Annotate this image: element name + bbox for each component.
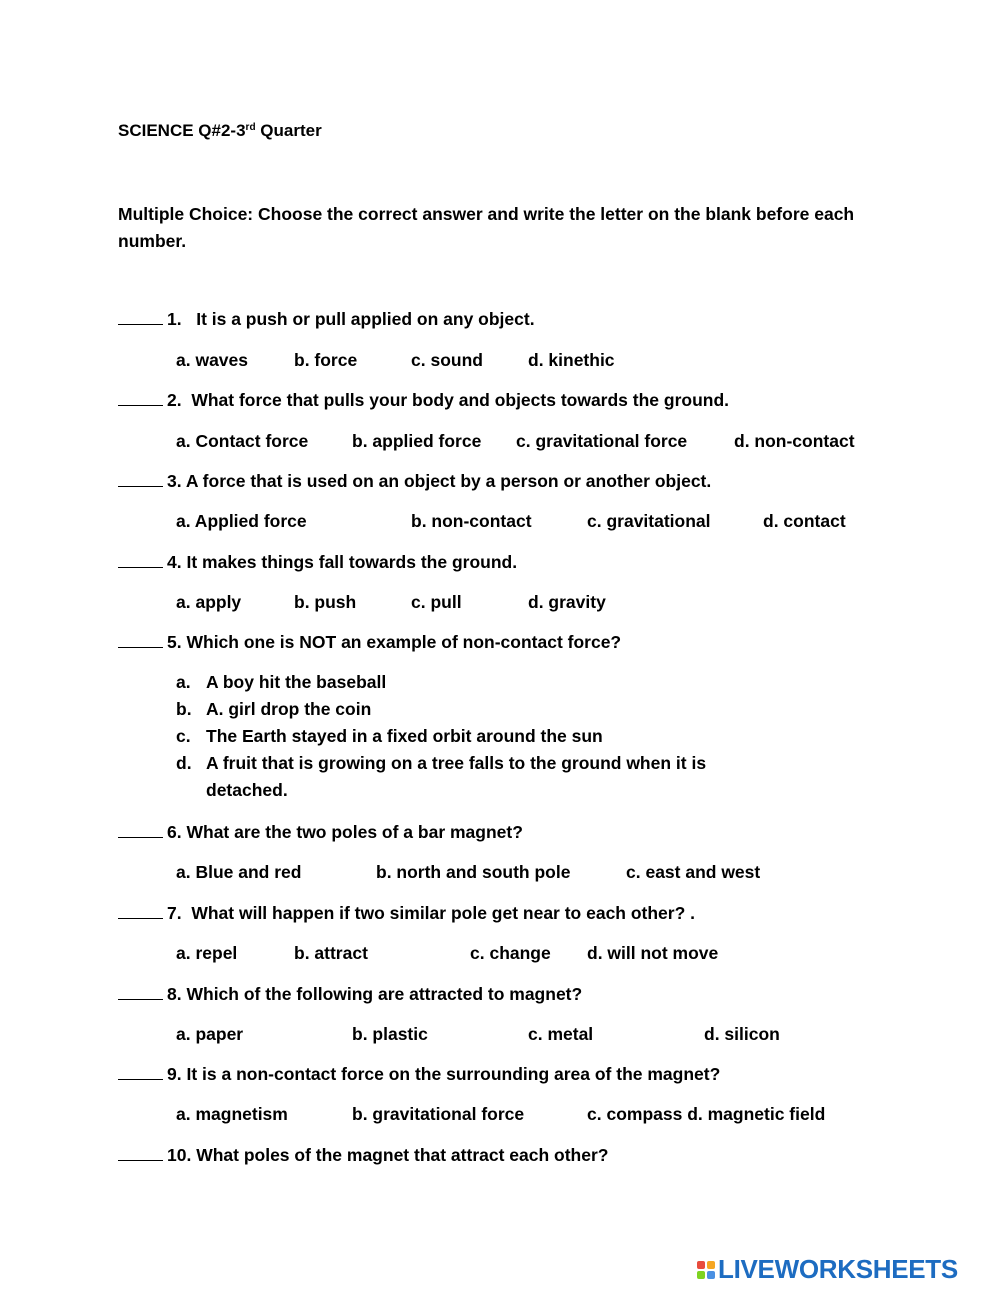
option-b: b. gravitational force: [352, 1104, 525, 1124]
option-c: c. gravitational: [587, 511, 711, 531]
question-text: It makes things fall towards the ground.: [186, 552, 518, 572]
logo-square: [707, 1261, 715, 1269]
question-2: [118, 390, 729, 411]
option-b: b. force: [294, 350, 358, 370]
option-a: a. repel: [176, 943, 238, 963]
answer-blank[interactable]: [118, 473, 163, 487]
option-c: c. metal: [528, 1024, 594, 1044]
question-text: Which one is NOT an example of non-contact force?: [186, 632, 622, 652]
option-a: a. apply: [176, 592, 242, 612]
question-text: A force that is used on an object by a person or another object.: [185, 471, 712, 491]
question-text: What force that pulls your body and objects towards the ground.: [191, 390, 730, 410]
logo-square: [697, 1271, 705, 1279]
answer-blank[interactable]: [118, 311, 163, 325]
answer-blank[interactable]: [118, 392, 163, 406]
option-c: c. east and west: [626, 862, 761, 882]
question-5: [118, 632, 621, 653]
page-title: SCIENCE Q#2-3rd Quarter: [118, 121, 322, 140]
option-a: a. paper: [176, 1024, 244, 1044]
question-6: [118, 822, 523, 843]
option-b: b. A. girl drop the coin: [176, 699, 372, 719]
question-number: 2.: [167, 390, 182, 410]
question-number: 3.: [167, 471, 182, 491]
option-b: b. plastic: [352, 1024, 428, 1044]
question-10: [118, 1145, 608, 1166]
option-b: b. attract: [294, 943, 368, 963]
question-1: [118, 309, 535, 330]
question-text: What will happen if two similar pole get near to each other? .: [191, 903, 696, 923]
option-d: d. will not move: [587, 943, 719, 963]
option-d: d. A fruit that is growing on a tree falls to the ground when it is detached.: [176, 753, 707, 800]
option-d: d. kinethic: [528, 350, 615, 370]
question-number: 8.: [167, 984, 182, 1004]
option-a: a. A boy hit the baseball: [176, 672, 387, 692]
option-d: d. contact: [763, 511, 846, 531]
logo-square: [707, 1271, 715, 1279]
answer-blank[interactable]: [118, 634, 163, 648]
option-list: [176, 669, 706, 804]
option-d: d. non-contact: [734, 431, 855, 451]
logo-square: [697, 1261, 705, 1269]
question-text: Which of the following are attracted to magnet?: [186, 984, 583, 1004]
option-d: d. silicon: [704, 1024, 780, 1044]
liveworksheets-logo-icon: [697, 1261, 715, 1279]
option-b: b. non-contact: [411, 511, 532, 531]
question-4: [118, 552, 517, 573]
question-number: 1.: [167, 309, 182, 329]
option-b: b. applied force: [352, 431, 482, 451]
option-c: c. The Earth stayed in a fixed orbit around the sun: [176, 726, 603, 746]
option-c: c. sound: [411, 350, 483, 370]
question-number: 7.: [167, 903, 182, 923]
option-c-d: c. compass d. magnetic field: [587, 1104, 826, 1124]
question-number: 10.: [167, 1145, 192, 1165]
option-c: c. pull: [411, 592, 462, 612]
question-text: What poles of the magnet that attract each other?: [196, 1145, 609, 1165]
option-a: a. Contact force: [176, 431, 309, 451]
answer-blank[interactable]: [118, 554, 163, 568]
question-8: [118, 984, 582, 1005]
liveworksheets-logo[interactable]: [697, 1254, 958, 1285]
question-number: 4.: [167, 552, 182, 572]
option-b: b. north and south pole: [376, 862, 571, 882]
question-text: It is a push or pull applied on any object.: [196, 309, 535, 329]
answer-blank[interactable]: [118, 1147, 163, 1161]
question-text: What are the two poles of a bar magnet?: [186, 822, 523, 842]
brand-name: LIVEWORKSHEETS: [718, 1254, 958, 1284]
question-7: [118, 903, 695, 924]
question-9: [118, 1064, 720, 1085]
option-a: a. waves: [176, 350, 248, 370]
question-number: 9.: [167, 1064, 182, 1084]
question-text: It is a non-contact force on the surrounding area of the magnet?: [186, 1064, 721, 1084]
answer-blank[interactable]: [118, 905, 163, 919]
option-a: a. Blue and red: [176, 862, 302, 882]
question-number: 6.: [167, 822, 182, 842]
question-number: 5.: [167, 632, 182, 652]
option-c: c. change: [470, 943, 551, 963]
option-c: c. gravitational force: [516, 431, 688, 451]
option-d: d. gravity: [528, 592, 606, 612]
option-b: b. push: [294, 592, 357, 612]
answer-blank[interactable]: [118, 986, 163, 1000]
option-a: a. Applied force: [176, 511, 307, 531]
question-3: [118, 471, 711, 492]
answer-blank[interactable]: [118, 824, 163, 838]
answer-blank[interactable]: [118, 1066, 163, 1080]
option-a: a. magnetism: [176, 1104, 288, 1124]
instructions: Multiple Choice: Choose the correct answer and write the letter on the blank before each number.: [118, 204, 855, 251]
